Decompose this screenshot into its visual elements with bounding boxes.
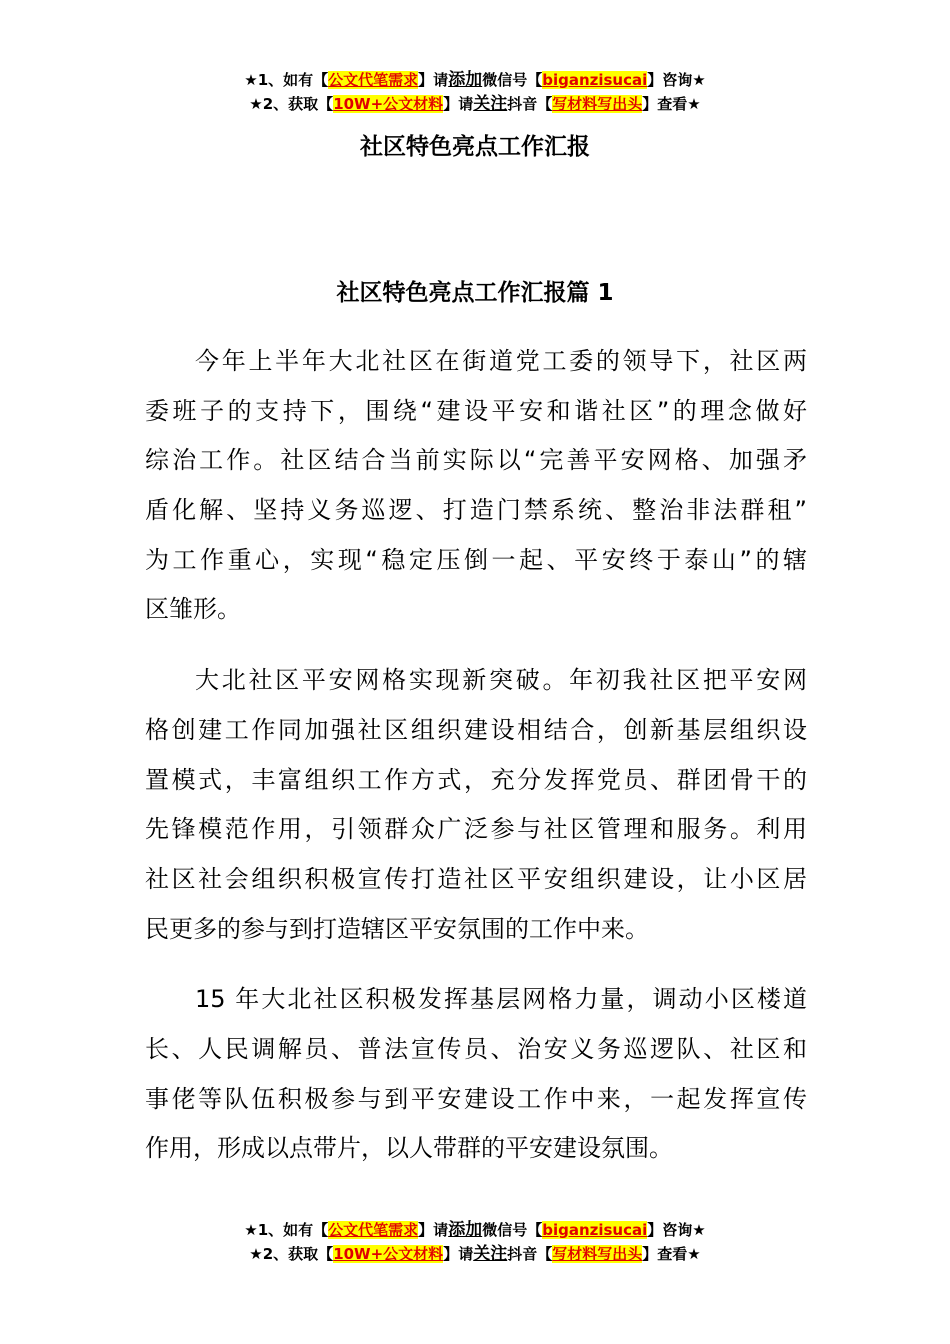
paragraph-line: 长、人民调解员、普法宣传员、治安义务巡逻队、社区和 xyxy=(145,1034,807,1063)
promo-text: ★1、如有【 xyxy=(244,1221,329,1239)
promo-highlight: 10W+公文材料 xyxy=(333,95,444,113)
paragraph-line: 15 年大北社区积极发挥基层网格力量，调动小区楼道 xyxy=(195,985,807,1014)
promo-line-1 xyxy=(0,68,950,92)
paragraph-line: 综治工作。社区结合当前实际以“完善平安网格、加强矛 xyxy=(145,446,807,475)
promo-highlight: biganzisucai xyxy=(542,1221,648,1239)
promo-highlight: 10W+公文材料 xyxy=(333,1245,444,1263)
promo-text: ★2、获取【 xyxy=(249,95,334,113)
document-title: 社区特色亮点工作汇报 xyxy=(360,134,590,160)
promo-highlight: 公文代笔需求 xyxy=(328,1221,419,1239)
paragraph-line: 委班子的支持下，围绕“建设平安和谐社区”的理念做好 xyxy=(145,396,807,425)
promo-text: 】请 xyxy=(418,71,449,89)
paragraph-line: 先锋模范作用，引领群众广泛参与社区管理和服务。利用 xyxy=(145,815,807,844)
promo-highlight: 写材料写出头 xyxy=(552,1245,643,1263)
body-text xyxy=(145,337,807,1195)
promo-text: 】请 xyxy=(418,1221,449,1239)
promo-text: 微信号【 xyxy=(482,1221,543,1239)
paragraph-line: 区雏形。 xyxy=(145,595,241,624)
promo-text: ★1、如有【 xyxy=(244,71,329,89)
promo-underline: 关注 xyxy=(473,94,508,114)
paragraph-line: 民更多的参与到打造辖区平安氛围的工作中来。 xyxy=(145,914,649,943)
promo-text: 抖音【 xyxy=(507,1245,553,1263)
paragraph-line: 大北社区平安网格实现新突破。年初我社区把平安网 xyxy=(195,666,807,695)
section-title: 社区特色亮点工作汇报篇 1 xyxy=(336,280,614,306)
promo-text: 】咨询★ xyxy=(647,1221,706,1239)
promo-header xyxy=(0,68,950,116)
promo-text: 】咨询★ xyxy=(647,71,706,89)
promo-text: 抖音【 xyxy=(507,95,553,113)
promo-text: ★2、获取【 xyxy=(249,1245,334,1263)
promo-text: 】查看★ xyxy=(642,95,701,113)
promo-underline: 添加 xyxy=(448,1220,483,1240)
promo-text: 微信号【 xyxy=(482,71,543,89)
paragraph-line: 今年上半年大北社区在街道党工委的领导下，社区两 xyxy=(195,347,807,375)
paragraph-line: 事佬等队伍积极参与到平安建设工作中来，一起发挥宣传 xyxy=(145,1084,807,1113)
paragraph-line: 作用，形成以点带片，以人带群的平安建设氛围。 xyxy=(145,1134,673,1163)
promo-line-1 xyxy=(0,1218,950,1242)
promo-underline: 关注 xyxy=(473,1244,508,1264)
promo-line-2 xyxy=(0,1242,950,1266)
promo-text: 】请 xyxy=(443,95,474,113)
paragraph-line: 盾化解、坚持义务巡逻、打造门禁系统、整治非法群租” xyxy=(145,496,807,525)
promo-text: 】查看★ xyxy=(642,1245,701,1263)
paragraph xyxy=(145,656,807,954)
paragraph xyxy=(145,975,807,1174)
paragraph-line: 格创建工作同加强社区组织建设相结合，创新基层组织设 xyxy=(145,715,807,744)
promo-highlight: biganzisucai xyxy=(542,71,648,89)
promo-text: 】请 xyxy=(443,1245,474,1263)
paragraph-line: 置模式，丰富组织工作方式，充分发挥党员、群团骨干的 xyxy=(145,765,807,794)
promo-footer xyxy=(0,1218,950,1266)
paragraph-line: 为工作重心，实现“稳定压倒一起、平安终于泰山”的辖 xyxy=(145,545,807,574)
paragraph xyxy=(145,337,807,635)
promo-highlight: 公文代笔需求 xyxy=(328,71,419,89)
promo-highlight: 写材料写出头 xyxy=(552,95,643,113)
paragraph-line: 社区社会组织积极宣传打造社区平安组织建设，让小区居 xyxy=(145,864,807,893)
promo-line-2 xyxy=(0,92,950,116)
promo-underline: 添加 xyxy=(448,70,483,90)
